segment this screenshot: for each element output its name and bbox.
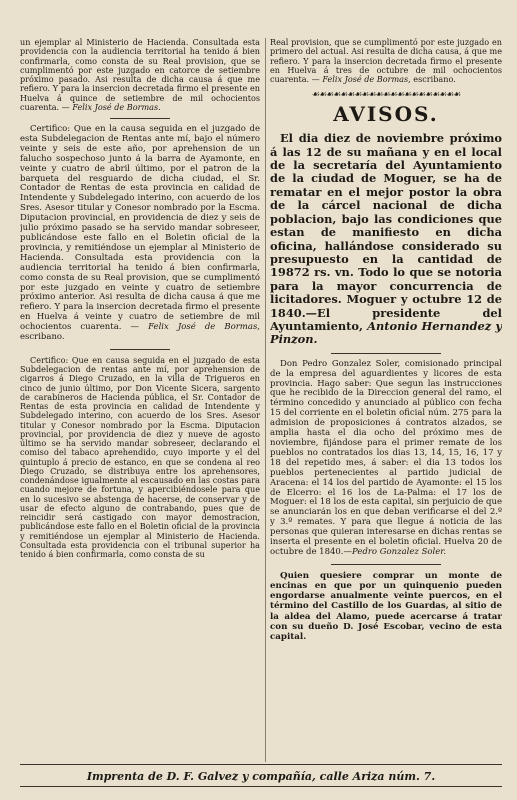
notice-1-text: un ejemplar al Ministerio de Hacienda. Consultada esta providencia con la audiencia territorial ha tenido á bien confirmarla, como consta de su Real provision, que se cumplimentó por este juzgado en catorce de setiembre próximo pasado. Asi resulta de dicha causa á que me refiero. Y para la insercion decretada firmo el presente en Huelva á quince de setiembre de mil ochocientos cuarenta. [20,38,260,112]
separator-rule [331,564,441,565]
judicial-notice-3: Certifico: Que en causa seguida en el juzgado de esta Subdelegacion de rentas ante mí, por aprehension de cigarros á Diego Cruzado, en la villa de Trigueros en cinco de junio último, por Don Vicente Sicera, sargento de carabineros de Hacienda pública, el Sr. Contador de Rentas de esta provincia en calidad de Intendente y Subdelegado interino, con acuerdo de los Sres. Asesor titular y Conesor nombrado por la Escma. Diputacion provincial, por providencia de diez y nueve de agosto último se ha servido mandar sobreseer, declarando el comiso del tabaco aprehendido, cuyo importe y el del quintuplo á precio de estanco, en que se condena al reo Diego Cruzado, se distribuya entre los aprehensores, condenándose igualmente al escausado en las costas para cuando mejore de fortuna, y apercibiéndosele para que en lo sucesivo se abstenga de hacerse, de conservar y de usar de efecto alguno de contrabando, pues que de reincidir será castigado con mayor demostracion, publicándose este fallo en el Boletin oficial de la provincia y remitiéndose un ejemplar al Ministerio de Hacienda. Consultada esta providencia con el tribunal superior ha tenido á bien confirmarla, como consta de su [20,354,260,560]
notice-2-signature: Felix José de Bormas, [148,322,260,333]
aviso-carcel-moguer [270,132,502,347]
left-column [20,38,260,762]
avisos-heading: AVISOS. [333,102,439,127]
notice-1-signature: Felix José de Bormas. [72,101,161,112]
separator-rule [110,349,170,350]
notice-2-signature-title: escribano. [20,332,65,343]
judicial-notice-2: Certifico: Que en la causa seguida en el juzgado de esta Subdelegacion de Rentas ante mí, bajo el número veinte y seis de este año, por aprehension de un falucho sospechoso junto á la barra de Ayamonte, en veinte y cuatro de abril último, por el patron de la barqueta del resguardo de dicha ciudad, el Sr. Contador de Rentas de esta provincia en calidad de Intendente y Subdelegado interino, con acuerdo de los Sres. Asesor titular y Conesor nombrado por la Escma. Diputacion provincial, en providencia de diez y seis de julio próximo pasado se ha servido mandar sobreseer, publicándose este fallo en el Boletin oficial de la provincia, y remitiéndose un ejemplar al Ministerio de Hacienda. Consultada esta providencia con la audiencia territorial ha tenido á bien confirmarla, como consta de su Real provision, que se cumplimentó por este juzgado en veinte y cuatro de setiembre próximo anterior. Asi resulta de dicha causa á que me refiero. Y para la insercion decretada firmo el presente en Huelva á veinte y cuatro de setiembre de mil ochocientos cuarenta. — Felix José de Bormas, escribano. [20,124,260,343]
judicial-notice-1: un ejemplar al Ministerio de Hacienda. Consultada esta providencia con la audiencia territorial ha tenido á bien confirmarla, como consta de su Real provision, que se cumplimentó por este juzgado en catorce de setiembre próximo pasado. Asi resulta de dicha causa á que me refiero. Y para la insercion decretada firmo el presente en Huelva á quince de setiembre de mil ochocientos cuarenta. — Felix José de Bormas. [20,38,260,112]
aviso-aguardientes [270,360,502,558]
aviso-carcel-signature: Antonio Hernandez y Pinzon. [270,318,502,347]
right-column [270,38,502,762]
aviso-carcel-text: El dia diez de noviembre próximo á las 12 de su mañana y en el local de la secretaría del Ayuntamiento de la ciudad de Moguer, se ha de rematar en el mejor postor la obra de la cárcel nacional de dicha poblacion, bajo las condiciones que estan de manifiesto en dicha oficina, hallándose considerado su presupuesto en la cantidad de 19872 rs. vn. Todo lo que se notoria para la mayor concurrencia de licitadores. Moguer y octubre 12 de 1840.—El presidente del Ayuntamiento, [270,131,502,333]
aviso-aguardientes-text: Don Pedro Gonzalez Soler, comisionado principal de la empresa del aguardientes y licores de esta provincia. Hago saber: Que segun las instrucciones que he recibido de la Direccion general del ramo, el término concedido y anunciado al público con fecha 15 del corriente en el boletin oficial núm. 275 para la admision de proposiciones á contratos alzados, se amplia hasta el dia ocho del próximo mes de noviembre, fijándose para el primer remate de los pueblos no contratados los dias 13, 14, 15, 16, 17 y 18 del repetido mes, á saber: el dia 13 todos los pueblos pertenecientes al partido judicial de Aracena: el 14 los del partido de Ayamonte: el 15 los de Elcerro: el 16 los de La-Palma: el 17 los de Moguer: el 18 los de esta capital, sin perjuicio de que se anunciarán los en que deban verificarse el del 2.º y 3.º remates. Y para que llegue á noticia de las personas que quieran interesarse en dichas rentas se inserta el presente en el boletin oficial. Huelva 20 de octubre de 1840.— [270,358,502,557]
aviso-aguardientes-signature: Pedro Gonzalez Soler. [352,546,447,557]
ornamental-border: ☙☙☙☙☙☙☙☙☙☙☙☙☙☙☙☙☙☙☙☙☙ [311,90,461,101]
notice-2-text: Certifico: Que en la causa seguida en el juzgado de esta Subdelegacion de Rentas ante mí, bajo el número veinte y seis de este año, por aprehension de un falucho sospechoso junto á la barra de Ayamonte, en veinte y cuatro de abril último, por el patron de la barqueta del resguardo de dicha ciudad, el Sr. Contador de Rentas de esta provincia en calidad de Intendente y Subdelegado interino, con acuerdo de los Sres. Asesor titular y Conesor nombrado por la Escma. Diputacion provincial, en providencia de diez y seis de julio próximo pasado se ha servido mandar sobreseer, publicándose este fallo en el Boletin oficial de la provincia, y remitiéndose un ejemplar al Ministerio de Hacienda. Consultada esta providencia con la audiencia territorial ha tenido á bien confirmarla, como consta de su Real provision, que se cumplimentó por este juzgado en veinte y cuatro de setiembre próximo anterior. Asi resulta de dicha causa á que me refiero. Y para la insercion decretada firmo el presente en Huelva á veinte y cuatro de setiembre de mil ochocientos cuarenta. [20,124,260,333]
separator-rule [331,353,441,354]
notice-continued-signature: Felix José de Bormas, [322,74,411,84]
footer-rule-top [20,764,502,765]
separator-rule [110,118,170,119]
footer-rule-bottom [20,786,502,787]
notice-continued-text: Real provision, que se cumplimentó por este juzgado en primero del actual. Asi resulta de dicha causa, á que me refiero. Y para la insercion decretada firmo el presente en Huelva á tres de octubre de mil ochocientos cuarenta. [270,38,502,84]
column-divider [265,38,266,762]
judicial-notice-continued: Real provision, que se cumplimentó por este juzgado en primero del actual. Asi resulta de dicha causa, á que me refiero. Y para la insercion decretada firmo el presente en Huelva á tres de octubre de mil ochocientos cuarenta. — Felix José de Bormas, escribano. [270,38,502,84]
notice-continued-signature-title: escribano. [413,74,456,84]
printer-imprint: Imprenta de D. F. Galvez y compañía, calle Ariza núm. 7. [86,770,436,783]
aviso-monte-encinas: Quien quesiere comprar un monte de encinas en que por un quinquenio pueden engordarse anualmente veinte puercos, en el término del Castillo de los Guardas, al sitio de la aldea del Alamo, puede acercarse á tratar con su dueño D. José Escobar, vecino de esta capital. [270,570,502,643]
